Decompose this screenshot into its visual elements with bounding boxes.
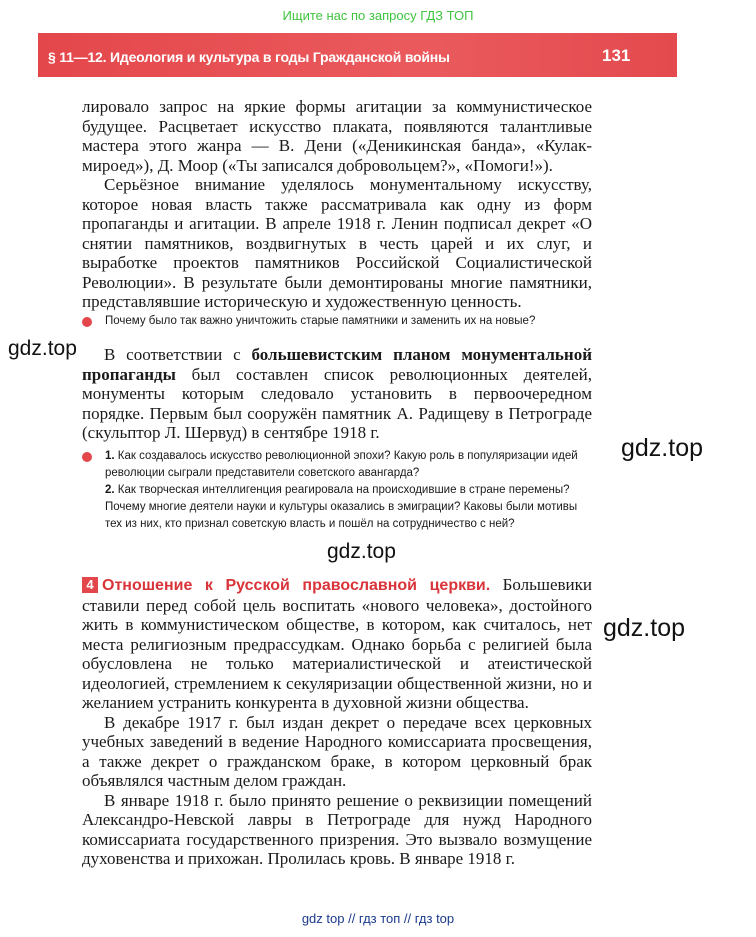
question-1 bbox=[105, 313, 592, 330]
page-number: 131 bbox=[602, 46, 631, 65]
section-4 bbox=[82, 575, 592, 869]
question-text: Как создавалось искусство революционной эпохи? Какую роль в популяризации идей революции сыграли представители советского авангарда? bbox=[105, 450, 578, 479]
paragraph: лировало запрос на яркие формы агитации за коммунистическое будущее. Расцветает искусство плаката, появляются талантливые мастера этого жанра — В. Дени («Деникинская банда», «Кулак-мироед»), Д. Моор («Ты записался добровольцем?», «Помоги!»). bbox=[82, 97, 592, 175]
paragraph: В декабре 1917 г. был издан декрет о передаче всех церковных учебных заведений в ведение Народного комиссариата просвещения, а также декрет о гражданском браке, в котором церковный брак объявлялся частным делом граждан. bbox=[82, 712, 592, 790]
question-bullet-icon bbox=[82, 317, 92, 327]
paragraph bbox=[82, 345, 592, 443]
watermark: gdz.top bbox=[603, 614, 686, 642]
question-text: Как творческая интеллигенция реагировала на происходившие в стране перемены? Почему многие деятели науки и культуры оказались в эмиграции? Каковы были мотивы тех из них, кто признал советскую власть и пошёл на сотрудничество с ней? bbox=[105, 484, 578, 530]
term-bold: большевистским планом монументальной пропаганды bbox=[82, 345, 592, 384]
watermark: gdz.top bbox=[621, 434, 704, 462]
section-number-badge: 4 bbox=[82, 577, 98, 593]
question-item bbox=[105, 448, 592, 482]
text-segment: был составлен список революционных деятелей, монументы которым следовало установить в первоочередном порядке. Первым был сооружён памятник А. Радищеву в Петрограде (скульптор Л. Шервуд) в сентябре 1918 г. bbox=[82, 364, 592, 442]
watermark: gdz.top bbox=[8, 337, 77, 360]
text-segment: В соответствии с bbox=[104, 345, 252, 364]
paragraph bbox=[82, 575, 592, 713]
question-number: 1. bbox=[105, 450, 115, 462]
section-title: Отношение к Русской православной церкви. bbox=[102, 577, 491, 594]
chapter-title: § 11—12. Идеология и культура в годы Гражданской войны bbox=[48, 49, 450, 65]
question-item bbox=[105, 482, 592, 533]
top-search-link[interactable]: Ищите нас по запросу ГДЗ ТОП bbox=[282, 8, 474, 23]
text-block-2 bbox=[82, 345, 592, 443]
text-block-1 bbox=[82, 97, 592, 312]
paragraph: Серьёзное внимание уделялось монументальному искусству, которое новая власть также рассматривала как одну из форм пропаганды и агитации. В апреле 1918 г. Ленин подписал декрет «О снятии памятников, воздвигнутых в честь царей и их слуг, и выработке проектов памятников Российской Социалистической Революции». В результате были демонтированы многие памятники, представлявшие историческую и художественную ценность. bbox=[82, 175, 592, 311]
question-bullet-icon bbox=[82, 452, 92, 462]
footer-links[interactable]: gdz top // гдз топ // гдз top bbox=[301, 911, 455, 926]
questions-2 bbox=[105, 448, 592, 533]
paragraph: В январе 1918 г. было принято решение о реквизиции помещений Александро-Невской лавры в Петрограде для нужд Народного комиссариата государственного призрения. Это вызвало возмущение духовенства и прихожан. Пролилась кровь. В январе 1918 г. bbox=[82, 790, 592, 868]
question-number: 2. bbox=[105, 484, 115, 496]
text-segment: Большевики ставили перед собой цель воспитать «нового человека», достойного жить в коммунистическом обществе, в котором, как считалось, нет места религиозным предрассудкам. Однако борьба с религией была обусловлена не только материалистической и атеистической идеологией, стремлением к секуляризации общественной жизни, но и желанием устранить конкурента в духовной жизни общества. bbox=[82, 575, 592, 712]
question-text: Почему было так важно уничтожить старые памятники и заменить их на новые? bbox=[105, 315, 536, 327]
watermark: gdz.top bbox=[327, 540, 396, 563]
